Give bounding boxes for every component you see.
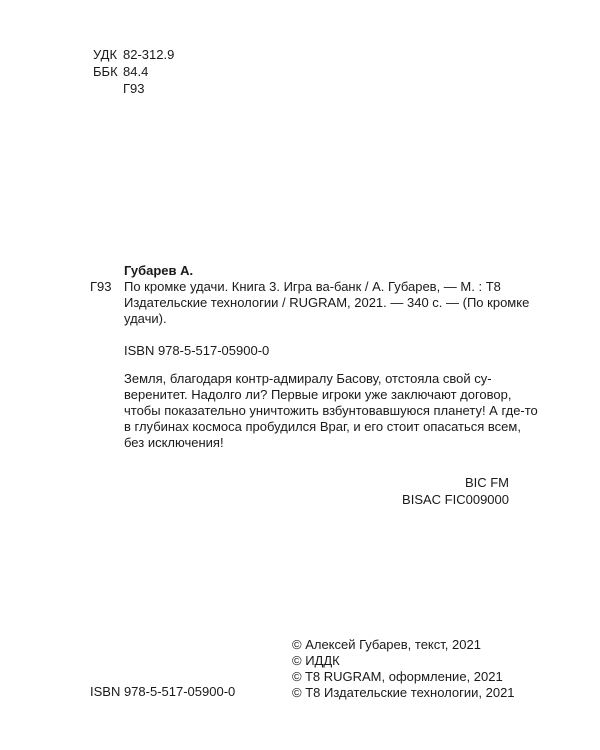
bibliographic-line: По кромке удачи. Книга 3. Игра ва-банк / А. Губарев, — М. : Т8 xyxy=(124,279,501,294)
annotation xyxy=(124,371,538,451)
copyright-line: © ИДДК xyxy=(292,653,340,668)
annotation-line: без исключения! xyxy=(124,435,224,450)
udk-value: 82-312.9 xyxy=(123,47,175,62)
udk-label: УДК xyxy=(93,47,118,62)
bic-code: BIC FM xyxy=(464,475,509,490)
copyright-line: © T8 RUGRAM, оформление, 2021 xyxy=(292,669,503,684)
bbk-label: ББК xyxy=(93,64,118,79)
bbk-value: 84.4 xyxy=(123,64,149,79)
annotation-line: в глубинах космоса пробудился Враг, и его стоит опасаться всем, xyxy=(124,419,521,434)
bibliographic-line: удачи). xyxy=(124,311,167,326)
isbn-entry: ISBN 978-5-517-05900-0 xyxy=(124,343,270,358)
copyright-line: © Т8 Издательские технологии, 2021 xyxy=(292,685,515,700)
copyright-block xyxy=(292,637,515,701)
author-name: Губарев А. xyxy=(124,263,194,278)
author-sign-top: Г93 xyxy=(123,81,145,96)
copyright-line: © Алексей Губарев, текст, 2021 xyxy=(292,637,481,652)
annotation-line: веренитет. Надолго ли? Первые игроки уже заключают договор, xyxy=(124,387,512,402)
bisac-code: BISAC FIC009000 xyxy=(402,492,509,507)
annotation-line: Земля, благодаря контр-адмиралу Басову, отстояла свой су- xyxy=(124,371,492,386)
bibliographic-description xyxy=(124,279,530,327)
annotation-line: чтобы показательно уничтожить взбунтовавшуюся планету! А где-то xyxy=(124,403,538,418)
isbn-footer: ISBN 978-5-517-05900-0 xyxy=(90,684,236,699)
author-sign-entry: Г93 xyxy=(90,279,112,294)
bibliographic-line: Издательские технологии / RUGRAM, 2021. — 340 с. — (По кромке xyxy=(124,295,530,310)
